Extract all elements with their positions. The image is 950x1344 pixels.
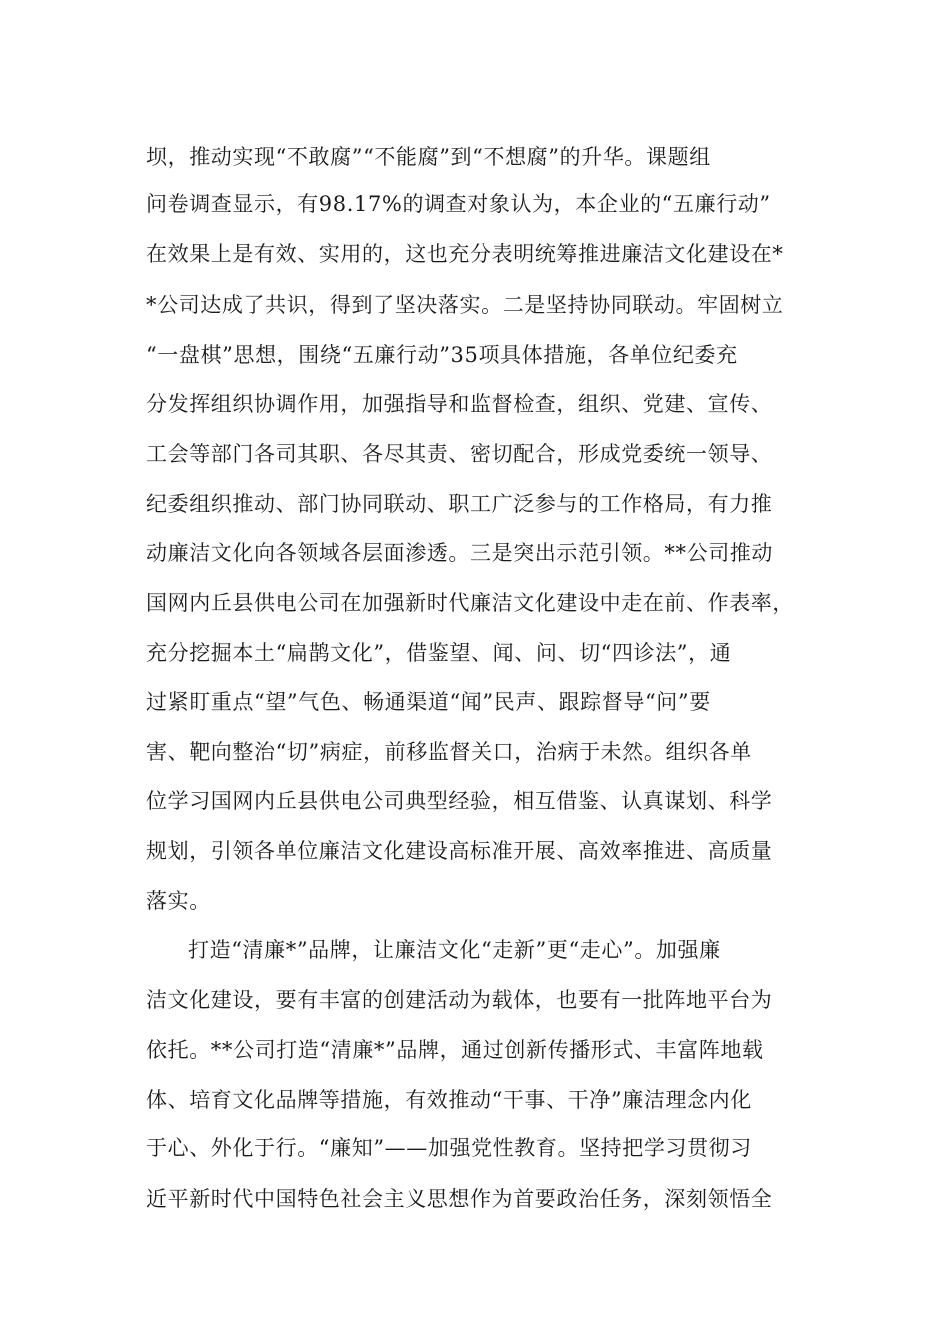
text-line: 问卷调查显示，有98.17%的调查对象认为，本企业的“五廉行动” (146, 192, 771, 216)
text-line: *公司达成了共识，得到了坚决落实。二是坚持协同联动。牢固树立 (146, 293, 784, 317)
paragraph-first-line: 打造“清廉*”品牌，让廉洁文化“走新”更“走心”。加强廉 (188, 938, 721, 962)
text-line: 近平新时代中国特色社会主义思想作为首要政治任务，深刻领悟全 (146, 1187, 773, 1211)
text-line: 过紧盯重点“望”气色、畅通渠道“闻”民声、跟踪督导“问”要 (146, 690, 711, 714)
text-line: 坝，推动实现“不敢腐”“不能腐”到“不想腐”的升华。课题组 (146, 145, 711, 169)
text-line: 洁文化建设，要有丰富的创建活动为载体，也要有一批阵地平台为 (146, 988, 773, 1012)
text-line: 纪委组织推动、部门协同联动、职工广泛参与的工作格局，有力推 (146, 492, 773, 516)
text-line: 分发挥组织协调作用，加强指导和监督检查，组织、党建、宣传、 (146, 392, 773, 416)
text-line: 国网内丘县供电公司在加强新时代廉洁文化建设中走在前、作表率， (146, 591, 794, 615)
text-line: 于心、外化于行。“廉知”——加强党性教育。坚持把学习贯彻习 (146, 1136, 752, 1160)
text-line: “一盘棋”思想，围绕“五廉行动”35项具体措施，各单位纪委充 (146, 343, 738, 367)
text-line: 落实。 (146, 889, 211, 913)
text-line: 工会等部门各司其职、各尽其责、密切配合，形成党委统一领导、 (146, 442, 773, 466)
text-line: 位学习国网内丘县供电公司典型经验，相互借鉴、认真谋划、科学 (146, 789, 773, 813)
text-line: 在效果上是有效、实用的，这也充分表明统筹推进廉洁文化建设在* (146, 242, 784, 266)
text-line: 充分挖掘本土“扁鹊文化”，借鉴望、闻、问、切“四诊法”，通 (146, 641, 732, 665)
text-line: 动廉洁文化向各领域各层面渗透。三是突出示范引领。**公司推动 (146, 541, 773, 565)
text-line: 依托。**公司打造“清廉*”品牌，通过创新传播形式、丰富阵地载 (146, 1038, 764, 1062)
text-line: 体、培育文化品牌等措施，有效推动“干事、干净”廉洁理念内化 (146, 1088, 752, 1112)
text-line: 规划，引领各单位廉洁文化建设高标准开展、高效率推进、高质量 (146, 839, 773, 863)
text-line: 害、靶向整治“切”病症，前移监督关口，治病于未然。组织各单 (146, 740, 752, 764)
